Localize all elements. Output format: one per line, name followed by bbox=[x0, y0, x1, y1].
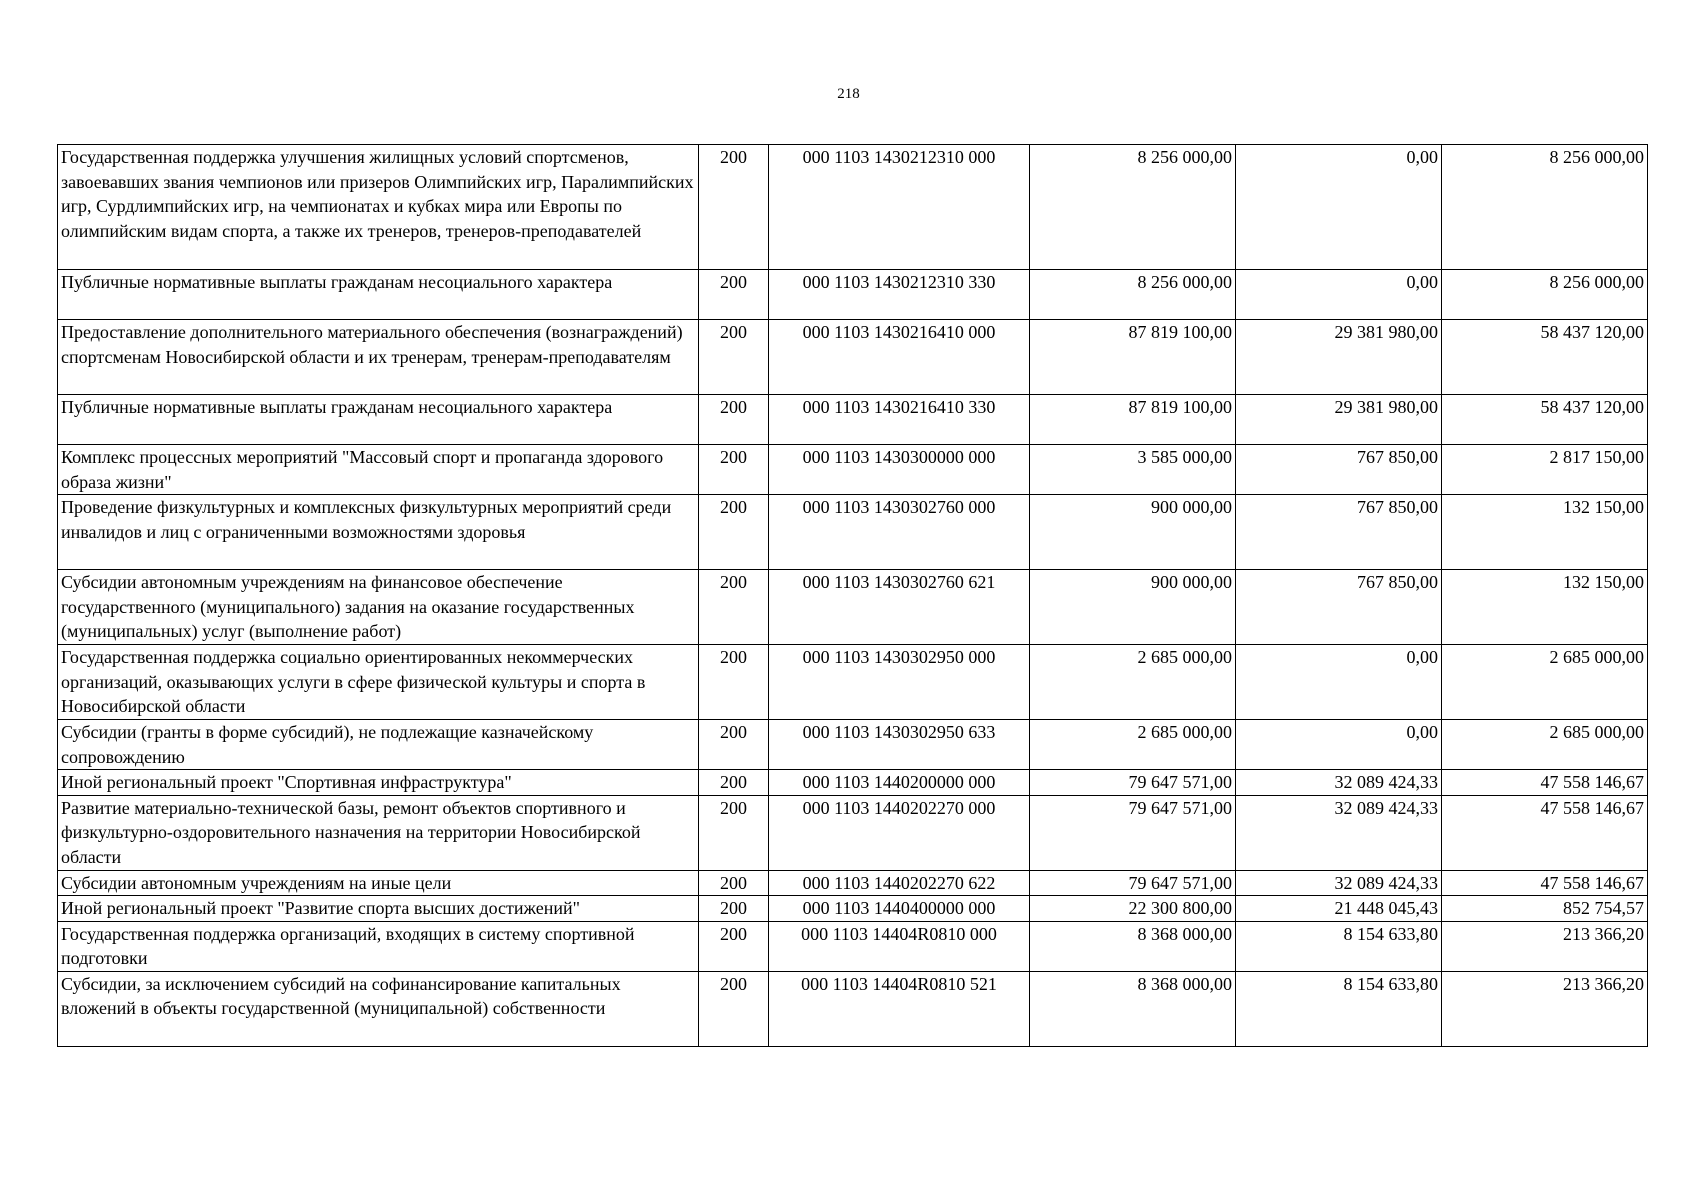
row-classification-cell: 000 1103 1440200000 000 bbox=[769, 770, 1030, 796]
budget-execution-table bbox=[57, 144, 1648, 1047]
row-name-cell: Развитие материально-технической базы, ремонт объектов спортивного и физкультурно-оздоровительного назначения на территории Новосибирской области bbox=[58, 795, 699, 870]
row-name-cell: Публичные нормативные выплаты гражданам несоциального характера bbox=[58, 395, 699, 445]
row-approved-amount-cell: 79 647 571,00 bbox=[1030, 770, 1236, 796]
table-row bbox=[58, 870, 1648, 896]
row-executed-amount-cell: 8 154 633,80 bbox=[1236, 971, 1442, 1046]
table-row bbox=[58, 971, 1648, 1046]
table-row bbox=[58, 720, 1648, 770]
table-row bbox=[58, 795, 1648, 870]
row-unexecuted-amount-cell: 852 754,57 bbox=[1442, 896, 1648, 922]
row-name-cell: Государственная поддержка организаций, входящих в систему спортивной подготовки bbox=[58, 921, 699, 971]
row-executed-amount-cell: 29 381 980,00 bbox=[1236, 320, 1442, 395]
row-code-cell: 200 bbox=[699, 270, 769, 320]
table-row bbox=[58, 445, 1648, 495]
row-code-cell: 200 bbox=[699, 570, 769, 645]
row-classification-cell: 000 1103 1430302950 000 bbox=[769, 645, 1030, 720]
row-code-cell: 200 bbox=[699, 770, 769, 796]
row-code-cell: 200 bbox=[699, 495, 769, 570]
row-code-cell: 200 bbox=[699, 445, 769, 495]
row-name-cell: Субсидии, за исключением субсидий на софинансирование капитальных вложений в объекты государственной (муниципальной) собственности bbox=[58, 971, 699, 1046]
row-approved-amount-cell: 79 647 571,00 bbox=[1030, 870, 1236, 896]
table-row bbox=[58, 770, 1648, 796]
row-executed-amount-cell: 32 089 424,33 bbox=[1236, 795, 1442, 870]
row-unexecuted-amount-cell: 132 150,00 bbox=[1442, 495, 1648, 570]
row-code-cell: 200 bbox=[699, 971, 769, 1046]
row-name-cell: Субсидии автономным учреждениям на иные цели bbox=[58, 870, 699, 896]
row-unexecuted-amount-cell: 58 437 120,00 bbox=[1442, 320, 1648, 395]
row-executed-amount-cell: 21 448 045,43 bbox=[1236, 896, 1442, 922]
row-classification-cell: 000 1103 1430216410 000 bbox=[769, 320, 1030, 395]
row-unexecuted-amount-cell: 213 366,20 bbox=[1442, 921, 1648, 971]
page-number: 218 bbox=[837, 86, 860, 102]
row-unexecuted-amount-cell: 132 150,00 bbox=[1442, 570, 1648, 645]
table-row bbox=[58, 921, 1648, 971]
row-unexecuted-amount-cell: 2 817 150,00 bbox=[1442, 445, 1648, 495]
row-name-cell: Государственная поддержка социально ориентированных некоммерческих организаций, оказывающих услуги в сфере физической культуры и спорта в Новосибирской области bbox=[58, 645, 699, 720]
row-executed-amount-cell: 767 850,00 bbox=[1236, 570, 1442, 645]
row-unexecuted-amount-cell: 213 366,20 bbox=[1442, 971, 1648, 1046]
row-classification-cell: 000 1103 1430216410 330 bbox=[769, 395, 1030, 445]
row-name-cell: Предоставление дополнительного материального обеспечения (вознаграждений) спортсменам Новосибирской области и их тренерам, тренерам-преподавателям bbox=[58, 320, 699, 395]
row-name-cell: Иной региональный проект "Спортивная инфраструктура" bbox=[58, 770, 699, 796]
table-row bbox=[58, 896, 1648, 922]
row-approved-amount-cell: 2 685 000,00 bbox=[1030, 645, 1236, 720]
table-row bbox=[58, 395, 1648, 445]
row-code-cell: 200 bbox=[699, 645, 769, 720]
row-code-cell: 200 bbox=[699, 795, 769, 870]
row-name-cell: Иной региональный проект "Развитие спорта высших достижений" bbox=[58, 896, 699, 922]
row-name-cell: Публичные нормативные выплаты гражданам несоциального характера bbox=[58, 270, 699, 320]
row-approved-amount-cell: 8 368 000,00 bbox=[1030, 921, 1236, 971]
row-unexecuted-amount-cell: 47 558 146,67 bbox=[1442, 770, 1648, 796]
row-executed-amount-cell: 0,00 bbox=[1236, 645, 1442, 720]
row-classification-cell: 000 1103 1430302950 633 bbox=[769, 720, 1030, 770]
row-approved-amount-cell: 3 585 000,00 bbox=[1030, 445, 1236, 495]
row-approved-amount-cell: 8 256 000,00 bbox=[1030, 145, 1236, 270]
row-unexecuted-amount-cell: 2 685 000,00 bbox=[1442, 720, 1648, 770]
row-executed-amount-cell: 0,00 bbox=[1236, 720, 1442, 770]
row-code-cell: 200 bbox=[699, 145, 769, 270]
row-classification-cell: 000 1103 14404R0810 521 bbox=[769, 971, 1030, 1046]
row-executed-amount-cell: 8 154 633,80 bbox=[1236, 921, 1442, 971]
row-approved-amount-cell: 79 647 571,00 bbox=[1030, 795, 1236, 870]
row-code-cell: 200 bbox=[699, 896, 769, 922]
row-unexecuted-amount-cell: 8 256 000,00 bbox=[1442, 145, 1648, 270]
row-executed-amount-cell: 0,00 bbox=[1236, 270, 1442, 320]
row-executed-amount-cell: 32 089 424,33 bbox=[1236, 870, 1442, 896]
table-row bbox=[58, 320, 1648, 395]
row-classification-cell: 000 1103 1440202270 622 bbox=[769, 870, 1030, 896]
row-unexecuted-amount-cell: 8 256 000,00 bbox=[1442, 270, 1648, 320]
row-classification-cell: 000 1103 1430212310 330 bbox=[769, 270, 1030, 320]
row-unexecuted-amount-cell: 47 558 146,67 bbox=[1442, 870, 1648, 896]
row-classification-cell: 000 1103 1430302760 000 bbox=[769, 495, 1030, 570]
row-code-cell: 200 bbox=[699, 870, 769, 896]
row-code-cell: 200 bbox=[699, 395, 769, 445]
row-name-cell: Субсидии автономным учреждениям на финансовое обеспечение государственного (муниципального) задания на оказание государственных (муниципальных) услуг (выполнение работ) bbox=[58, 570, 699, 645]
table-row bbox=[58, 570, 1648, 645]
row-name-cell: Комплекс процессных мероприятий "Массовый спорт и пропаганда здорового образа жизни" bbox=[58, 445, 699, 495]
table-row bbox=[58, 645, 1648, 720]
row-code-cell: 200 bbox=[699, 320, 769, 395]
row-classification-cell: 000 1103 14404R0810 000 bbox=[769, 921, 1030, 971]
row-classification-cell: 000 1103 1430302760 621 bbox=[769, 570, 1030, 645]
row-approved-amount-cell: 22 300 800,00 bbox=[1030, 896, 1236, 922]
row-approved-amount-cell: 900 000,00 bbox=[1030, 495, 1236, 570]
row-executed-amount-cell: 0,00 bbox=[1236, 145, 1442, 270]
row-approved-amount-cell: 87 819 100,00 bbox=[1030, 320, 1236, 395]
row-classification-cell: 000 1103 1430300000 000 bbox=[769, 445, 1030, 495]
row-name-cell: Проведение физкультурных и комплексных физкультурных мероприятий среди инвалидов и лиц с ограниченными возможностями здоровья bbox=[58, 495, 699, 570]
row-executed-amount-cell: 767 850,00 bbox=[1236, 495, 1442, 570]
row-unexecuted-amount-cell: 47 558 146,67 bbox=[1442, 795, 1648, 870]
row-approved-amount-cell: 900 000,00 bbox=[1030, 570, 1236, 645]
table-row bbox=[58, 495, 1648, 570]
row-approved-amount-cell: 2 685 000,00 bbox=[1030, 720, 1236, 770]
row-unexecuted-amount-cell: 58 437 120,00 bbox=[1442, 395, 1648, 445]
row-name-cell: Субсидии (гранты в форме субсидий), не подлежащие казначейскому сопровождению bbox=[58, 720, 699, 770]
row-executed-amount-cell: 29 381 980,00 bbox=[1236, 395, 1442, 445]
table-row bbox=[58, 145, 1648, 270]
row-approved-amount-cell: 8 368 000,00 bbox=[1030, 971, 1236, 1046]
row-classification-cell: 000 1103 1440202270 000 bbox=[769, 795, 1030, 870]
row-unexecuted-amount-cell: 2 685 000,00 bbox=[1442, 645, 1648, 720]
row-name-cell: Государственная поддержка улучшения жилищных условий спортсменов, завоевавших звания чемпионов или призеров Олимпийских игр, Паралимпийских игр, Сурдлимпийских игр, на чемпионатах и кубках мира или Европы по олимпийским видам спорта, а также их тренеров, тренеров-преподавателей bbox=[58, 145, 699, 270]
row-classification-cell: 000 1103 1430212310 000 bbox=[769, 145, 1030, 270]
row-approved-amount-cell: 87 819 100,00 bbox=[1030, 395, 1236, 445]
row-code-cell: 200 bbox=[699, 921, 769, 971]
row-classification-cell: 000 1103 1440400000 000 bbox=[769, 896, 1030, 922]
row-code-cell: 200 bbox=[699, 720, 769, 770]
row-approved-amount-cell: 8 256 000,00 bbox=[1030, 270, 1236, 320]
table-row bbox=[58, 270, 1648, 320]
row-executed-amount-cell: 767 850,00 bbox=[1236, 445, 1442, 495]
row-executed-amount-cell: 32 089 424,33 bbox=[1236, 770, 1442, 796]
